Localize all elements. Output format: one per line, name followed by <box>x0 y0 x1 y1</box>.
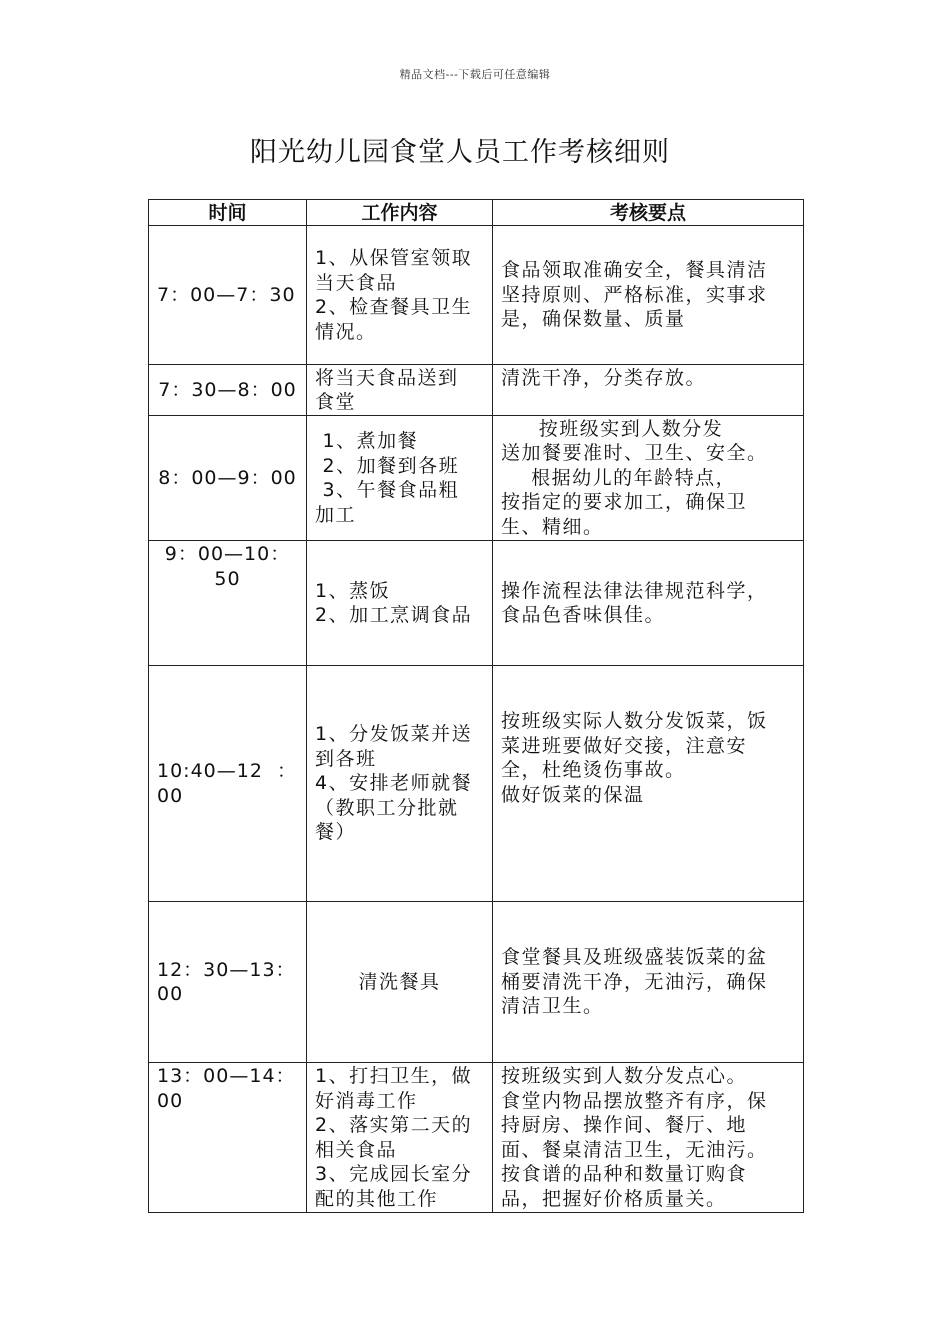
requirements-line: 操作流程法律法律规范科学， <box>501 579 768 602</box>
time-cell <box>149 1063 307 1213</box>
content-line: 3、完成园长室分 <box>315 1163 473 1185</box>
content-line: 1、从保管室领取 <box>315 247 473 269</box>
table-row <box>149 226 804 365</box>
time-line: 50 <box>214 567 241 590</box>
requirements-cell <box>493 416 804 541</box>
content-line: 2、落实第二天的 <box>315 1114 473 1136</box>
requirements-line: 清洁卫生。 <box>501 995 604 1018</box>
requirements-line: 持厨房、操作间、餐厅、地 <box>501 1114 748 1136</box>
content-line: 食堂 <box>315 391 357 413</box>
requirements-line: 按食谱的品种和数量订购食 <box>501 1163 748 1185</box>
time-cell <box>149 541 307 666</box>
content-line: 清洗餐具 <box>358 970 441 993</box>
time-line: 9：00—10： <box>164 543 291 565</box>
content-line: 1、打扫卫生，做 <box>315 1065 473 1087</box>
document-title: 阳光幼儿园食堂人员工作考核细则 <box>250 137 670 168</box>
content-line: 当天食品 <box>315 271 398 294</box>
table-row <box>149 1063 804 1213</box>
requirements-line: 全，杜绝烫伤事故。 <box>501 759 686 781</box>
table-row <box>149 902 804 1063</box>
content-line: 配的其他工作 <box>315 1187 439 1210</box>
requirements-line: 桶要清洗干净，无油污，确保 <box>501 970 768 993</box>
header-requirements: 考核要点 <box>493 200 804 226</box>
requirements-line: 做好饭菜的保温 <box>501 783 645 806</box>
time-line: 00 <box>157 784 184 807</box>
requirements-line: 按班级实际人数分发饭菜，饭 <box>501 710 768 732</box>
time-line: 7：30—8：00 <box>158 378 297 401</box>
requirements-line: 品，把握好价格质量关。 <box>501 1187 727 1210</box>
time-cell <box>149 666 307 902</box>
table-row <box>149 365 804 416</box>
content-line: 2、加餐到各班 <box>315 454 460 477</box>
header-content: 工作内容 <box>307 200 493 226</box>
content-line: 将当天食品送到 <box>315 366 459 389</box>
header-time: 时间 <box>149 200 307 226</box>
table-row <box>149 666 804 902</box>
requirements-line: 食品色香味俱佳。 <box>501 604 666 626</box>
time-cell <box>149 365 307 416</box>
requirements-cell <box>493 541 804 666</box>
requirements-line: 食堂内物品摆放整齐有序，保 <box>501 1089 768 1112</box>
content-line: 2、检查餐具卫生 <box>315 296 473 318</box>
requirements-cell <box>493 365 804 416</box>
content-cell <box>307 541 493 666</box>
table-header-row <box>149 200 804 226</box>
requirements-line: 根据幼儿的年龄特点， <box>501 466 737 489</box>
requirements-cell <box>493 902 804 1063</box>
content-cell <box>307 1063 493 1213</box>
requirements-line: 按班级实到人数分发点心。 <box>501 1065 748 1087</box>
content-cell <box>307 666 493 902</box>
content-line: 加工 <box>315 503 357 526</box>
content-line: 3、午餐食品粗 <box>315 479 460 501</box>
content-line: 餐） <box>315 821 357 844</box>
requirements-cell <box>493 1063 804 1213</box>
time-line: 13：00—14： <box>157 1065 296 1087</box>
requirements-line: 食品领取准确安全，餐具清洁 <box>501 259 768 282</box>
time-cell <box>149 416 307 541</box>
table-row <box>149 416 804 541</box>
content-line: 好消毒工作 <box>315 1089 418 1112</box>
content-cell <box>307 416 493 541</box>
content-line: 情况。 <box>315 320 377 343</box>
content-cell <box>307 365 493 416</box>
content-line: （教职工分批就 <box>315 796 459 819</box>
requirements-line: 是，确保数量、质量 <box>501 308 686 331</box>
header-note: 精品文档---下载后可任意编辑 <box>399 68 551 81</box>
requirements-cell <box>493 666 804 902</box>
requirements-line: 清洗干净，分类存放。 <box>501 367 707 389</box>
content-cell <box>307 902 493 1063</box>
schedule-table <box>148 199 804 1213</box>
requirements-line: 送加餐要准时、卫生、安全。 <box>501 442 768 465</box>
requirements-line: 食堂餐具及班级盛装饭菜的盆 <box>501 946 768 969</box>
content-line: 到各班 <box>315 747 377 770</box>
time-line: 12：30—13： <box>157 958 296 981</box>
content-cell <box>307 226 493 365</box>
requirements-line: 按指定的要求加工，确保卫 <box>501 491 748 514</box>
time-line: 00 <box>157 1089 184 1112</box>
time-line: 8：00—9：00 <box>158 466 297 489</box>
time-line: 10:40—12 ： <box>157 760 298 782</box>
content-line: 1、煮加餐 <box>315 430 419 452</box>
requirements-line: 按班级实到人数分发 <box>501 417 724 440</box>
time-line: 00 <box>157 983 184 1005</box>
content-line: 1、蒸饭 <box>315 579 391 602</box>
time-cell <box>149 226 307 365</box>
requirements-line: 生、精细。 <box>501 515 604 538</box>
content-line: 2、加工烹调食品 <box>315 604 473 626</box>
time-cell <box>149 902 307 1063</box>
time-line: 7：00—7：30 <box>157 283 296 306</box>
table-row <box>149 541 804 666</box>
content-line: 4、安排老师就餐 <box>315 772 473 795</box>
content-line: 1、分发饭菜并送 <box>315 723 473 746</box>
requirements-line: 面、餐桌清洁卫生，无油污。 <box>501 1138 768 1161</box>
content-line: 相关食品 <box>315 1138 398 1161</box>
requirements-line: 坚持原则、严格标准，实事求 <box>501 283 768 306</box>
requirements-cell <box>493 226 804 365</box>
requirements-line: 菜进班要做好交接，注意安 <box>501 734 748 757</box>
